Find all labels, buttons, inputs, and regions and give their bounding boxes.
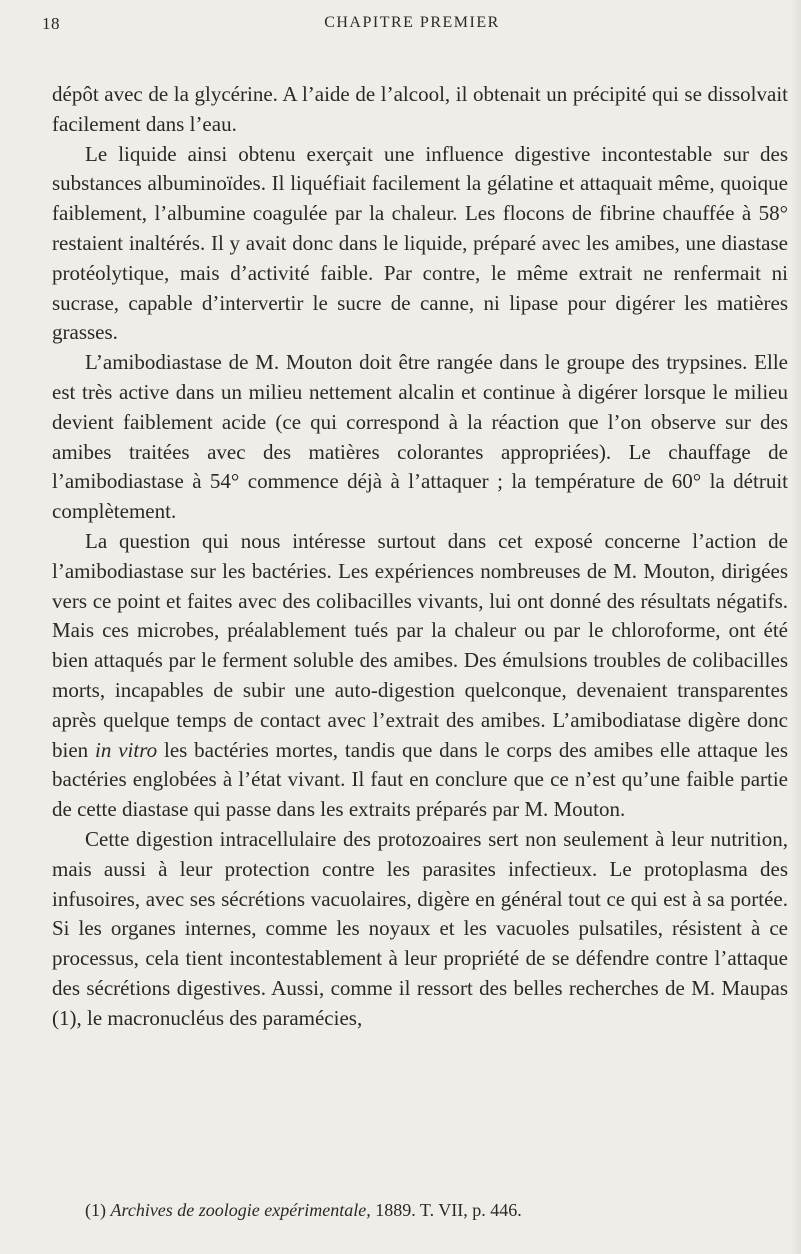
page-header bbox=[42, 14, 782, 44]
body-text bbox=[52, 80, 788, 1034]
running-head: CHAPITRE PREMIER bbox=[324, 14, 500, 31]
footnote-marker: (1) bbox=[85, 1200, 106, 1220]
paragraph-bacteria-text: La question qui nous intéresse surtout dans cet exposé concerne l’action de l’amibodiastase sur les bactéries. Les expériences nombreuses de M. Mouton, dirigées vers ce point et faites avec des colibacilles vivants, lui ont donné des résultats négatifs. Mais ces microbes, préalablement tués par la chaleur ou par le chloroforme, ont été bien attaqués par le ferment soluble des amibes. Des émulsions troubles de colibacilles morts, incapables de subir une auto-digestion quelconque, devenaient transparentes après quelque temps de contact avec l’extrait des amibes. L’amibodiatase digère donc bien bbox=[52, 528, 788, 762]
paragraph-bacteria-text-after: les bactéries mortes, tandis que dans le corps des amibes elle attaque les bactéries englobées à l’état vivant. Il faut en conclure que ce n’est qu’une faible partie de cette diastase qui passe dans les extraits préparés par M. Mouton. bbox=[52, 737, 789, 822]
page-edge-shadow bbox=[791, 0, 801, 1254]
paragraph-amibodiastase: L’amibodiastase de M. Mouton doit être rangée dans le groupe des trypsines. Elle est très active dans un milieu nettement alcalin et continue à digérer lorsque le milieu devient faiblement acide (ce qui correspond à la réaction que l’on observe sur des amibes traitées avec des matières colorantes appropriées). Le chauffage de l’amibodiastase à 54° commence déjà à l’attaquer ; la température de 60° la détruit complètement. bbox=[52, 350, 788, 524]
paragraph-bacteria bbox=[52, 527, 788, 825]
paragraph-continuation: dépôt avec de la glycérine. A l’aide de l’alcool, il obtenait un précipité qui se dissolvait facilement dans l’eau. bbox=[52, 82, 788, 136]
paragraph-intracellular-digestion: Cette digestion intracellulaire des protozoaires sert non seulement à leur nutrition, mais aussi à leur protection contre les parasites infectieux. Le protoplasma des infusoires, avec ses sécrétions vacuolaires, digère en général tout ce qui est à sa portée. Si les organes internes, comme les noyaux et les vacuoles pulsatiles, résistent à ce processus, cela tient incontestablement à leur propriété de se défendre contre l’attaque des sécrétions digestives. Aussi, comme il ressort des belles recherches de M. Maupas (1), le macronucléus des paramécies, bbox=[52, 826, 788, 1030]
footnote bbox=[52, 1198, 788, 1222]
in-vitro-italic: in vitro bbox=[95, 737, 158, 762]
footnote-details: 1889. T. VII, p. 446. bbox=[375, 1200, 522, 1220]
page-number: 18 bbox=[42, 14, 60, 33]
paragraph-digestive-influence: Le liquide ainsi obtenu exerçait une influence digestive incontestable sur des substances albuminoïdes. Il liquéfiait facilement la gélatine et attaquait même, quoique faiblement, l’albumine coagulée par la chaleur. Les flocons de fibrine chauffée à 58° restaient inaltérés. Il y avait donc dans le liquide, préparé avec les amibes, une diastase protéolytique, mais d’activité faible. Par contre, le même extrait ne renfermait ni sucrase, capable d’intervertir le sucre de canne, ni lipase pour digérer les matières grasses. bbox=[52, 141, 788, 345]
footnote-title: Archives de zoologie expérimentale, bbox=[110, 1200, 371, 1220]
